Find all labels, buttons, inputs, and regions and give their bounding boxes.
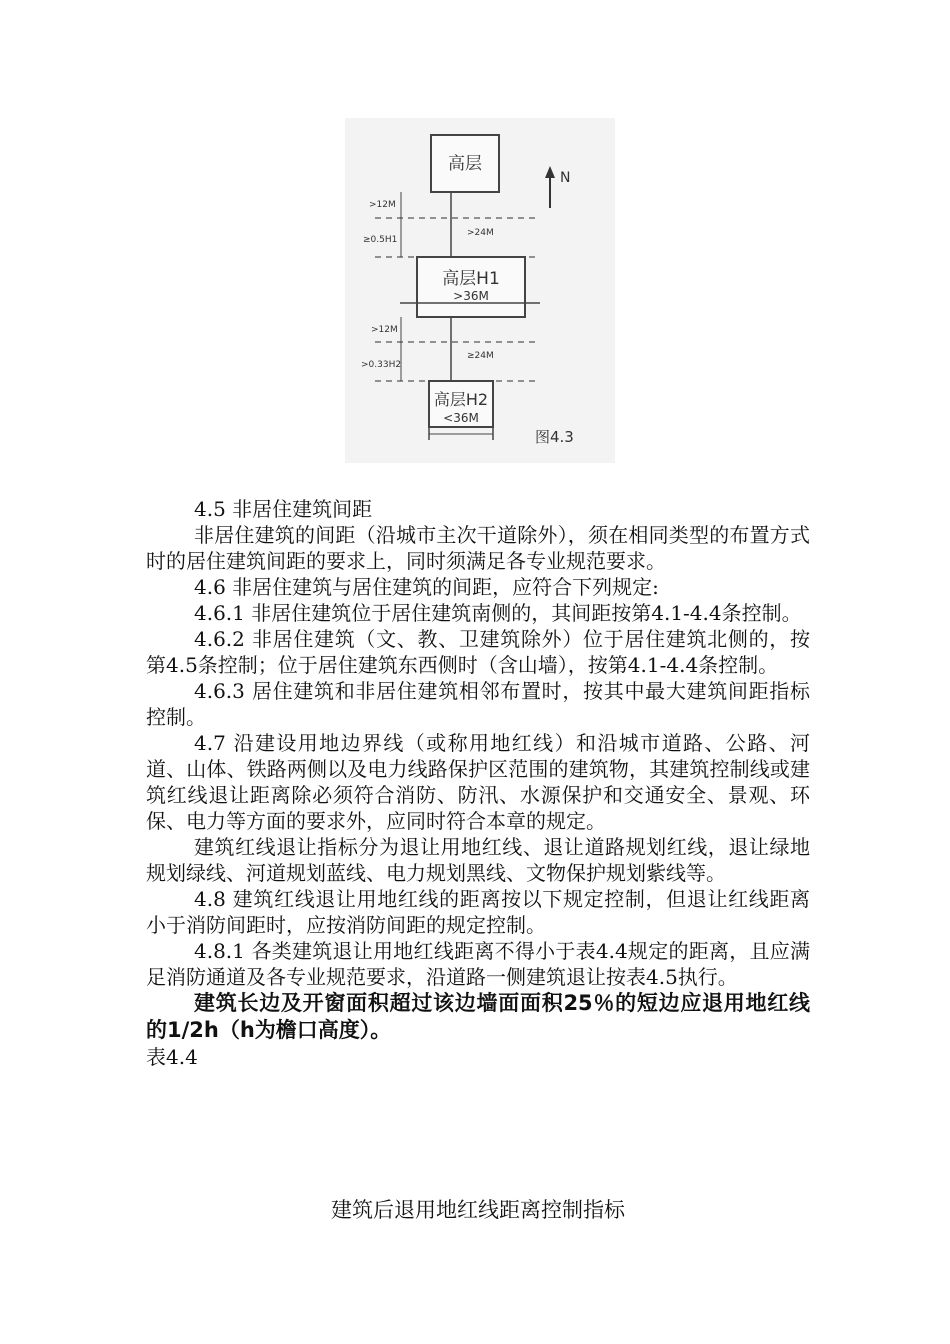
spacing-diagram xyxy=(345,118,615,463)
section-4-6-heading: 4.6 非居住建筑与居住建筑的间距，应符合下列规定: xyxy=(194,575,659,599)
paragraph-4-6-1: 4.6.1 非居住建筑位于居住建筑南侧的，其间距按第4.1-4.4条控制。 xyxy=(194,601,802,625)
box-mid-sub: >36M xyxy=(453,289,489,303)
north-label: N xyxy=(560,170,571,186)
table-title: 建筑后退用地红线距离控制指标 xyxy=(331,1198,625,1222)
dim-12m-upper: >12M xyxy=(369,200,396,210)
paragraph-4-6-3: 4.6.3 居住建筑和非居住建筑相邻布置时，按其中最大建筑间距指标控制。 xyxy=(146,679,810,729)
spacing-diagram-svg xyxy=(345,118,615,463)
dim-24m-upper: >24M xyxy=(467,228,494,238)
table-label: 表4.4 xyxy=(146,1045,198,1069)
north-arrow-icon xyxy=(545,166,555,178)
paragraph-4-6-2: 4.6.2 非居住建筑（文、教、卫建筑除外）位于居住建筑北侧的，按第4.5条控制；位于居住建筑东西侧时（含山墙），按第4.1-4.4条控制。 xyxy=(146,627,810,677)
dim-05h1: ≥0.5H1 xyxy=(363,235,398,245)
paragraph-bold-rule: 建筑长边及开窗面积超过该边墙面面积25％的短边应退用地红线的1/2h（h为檐口高度）。 xyxy=(146,991,810,1042)
dim-033h2: >0.33H2 xyxy=(361,360,402,370)
body-text xyxy=(146,496,810,1070)
dim-24m-lower: ≥24M xyxy=(467,351,494,361)
box-top-label: 高层 xyxy=(448,154,482,174)
box-bot-label: 高层H2 xyxy=(433,390,489,409)
figure-caption: 图4.3 xyxy=(535,428,574,446)
box-bot-sub: <36M xyxy=(443,411,479,425)
paragraph-4-8-1: 4.8.1 各类建筑退让用地红线距离不得小于表4.4规定的距离，且应满足消防通道及各专业规范要求，沿道路一侧建筑退让按表4.5执行。 xyxy=(146,939,810,989)
dim-12m-lower: >12M xyxy=(371,325,398,335)
paragraph-4-8: 4.8 建筑红线退让用地红线的距离按以下规定控制，但退让红线距离小于消防间距时，应按消防间距的规定控制。 xyxy=(146,887,810,937)
box-mid-label: 高层H1 xyxy=(442,269,500,289)
section-4-5-heading: 4.5 非居住建筑间距 xyxy=(194,497,373,521)
paragraph-4-5: 非居住建筑的间距（沿城市主次干道除外），须在相同类型的布置方式时的居住建筑间距的要求上，同时须满足各专业规范要求。 xyxy=(146,523,810,573)
paragraph-4-7: 4.7 沿建设用地边界线（或称用地红线）和沿城市道路、公路、河道、山体、铁路两侧以及电力线路保护区范围的建筑物，其建筑控制线或建筑红线退让距离除必须符合消防、防汛、水源保护和交通安全、景观、环保、电力等方面的要求外，应同时符合本章的规定。 xyxy=(146,731,810,833)
paragraph-red-line: 建筑红线退让指标分为退让用地红线、退让道路规划红线，退让绿地规划绿线、河道规划蓝线、电力规划黑线、文物保护规划紫线等。 xyxy=(146,835,810,885)
